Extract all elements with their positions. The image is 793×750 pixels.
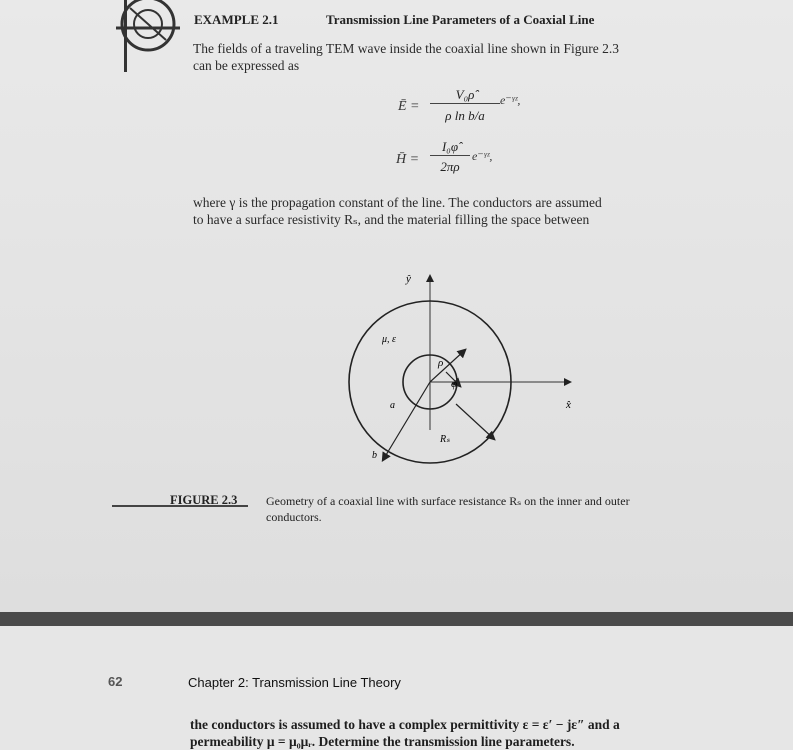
page-bottom <box>0 626 793 750</box>
rs-label: Rₛ <box>440 434 450 445</box>
coaxial-diagram <box>300 262 600 487</box>
y-axis-label: ŷ <box>406 273 411 285</box>
e-field-lhs: Ē = <box>398 99 420 114</box>
page2-line-1: the conductors is assumed to have a complex permittivity ε = ε′ − jε″ and a <box>190 717 620 732</box>
page2-line-2: permeability μ = μ₀μᵣ. Determine the transmission line parameters. <box>190 734 575 749</box>
figure-caption-line-1: Geometry of a coaxial line with surface resistance Rₛ on the inner and outer <box>266 494 630 508</box>
h-field-numerator: I₀φ̂ <box>430 139 470 156</box>
h-field-exponential: e⁻ᵞᶻ, <box>472 149 493 163</box>
intro-line-1: The fields of a traveling TEM wave inside the coaxial line shown in Figure 2.3 <box>193 41 620 56</box>
phi-label: φ <box>451 378 458 390</box>
h-field-lhs: H̄ = <box>396 152 420 167</box>
margin-rule <box>124 0 127 72</box>
figure-label: FIGURE 2.3 <box>170 493 238 507</box>
material-label: μ, ε <box>382 334 396 345</box>
e-field-exponential: e⁻ᵞᶻ, <box>500 93 521 107</box>
chapter-header: Chapter 2: Transmission Line Theory <box>188 675 401 690</box>
b-label: b <box>372 450 377 461</box>
a-label: a <box>390 400 395 411</box>
x-axis-label: x̂ <box>566 399 571 411</box>
body-line-1: where γ is the propagation constant of the line. The conductors are assumed <box>193 195 602 210</box>
example-title: Transmission Line Parameters of a Coaxial Line <box>326 12 595 27</box>
body-line-2: to have a surface resistivity Rₛ, and the material filling the space between <box>193 212 590 227</box>
figure-caption <box>266 493 746 525</box>
example-label: EXAMPLE 2.1 <box>194 12 279 27</box>
h-field-denominator: 2πρ <box>440 159 460 174</box>
rho-label: ρ <box>438 357 444 369</box>
page-number: 62 <box>108 674 123 689</box>
example-crosshair-icon <box>108 0 188 68</box>
intro-line-2: can be expressed as <box>193 58 300 73</box>
figure-caption-line-2: conductors. <box>266 510 322 524</box>
rs-pointer <box>456 404 494 439</box>
page2-text <box>190 716 620 750</box>
e-field-denominator: ρ ln b/a <box>445 108 485 123</box>
e-field-numerator: V₀ρ̂ <box>430 87 500 104</box>
